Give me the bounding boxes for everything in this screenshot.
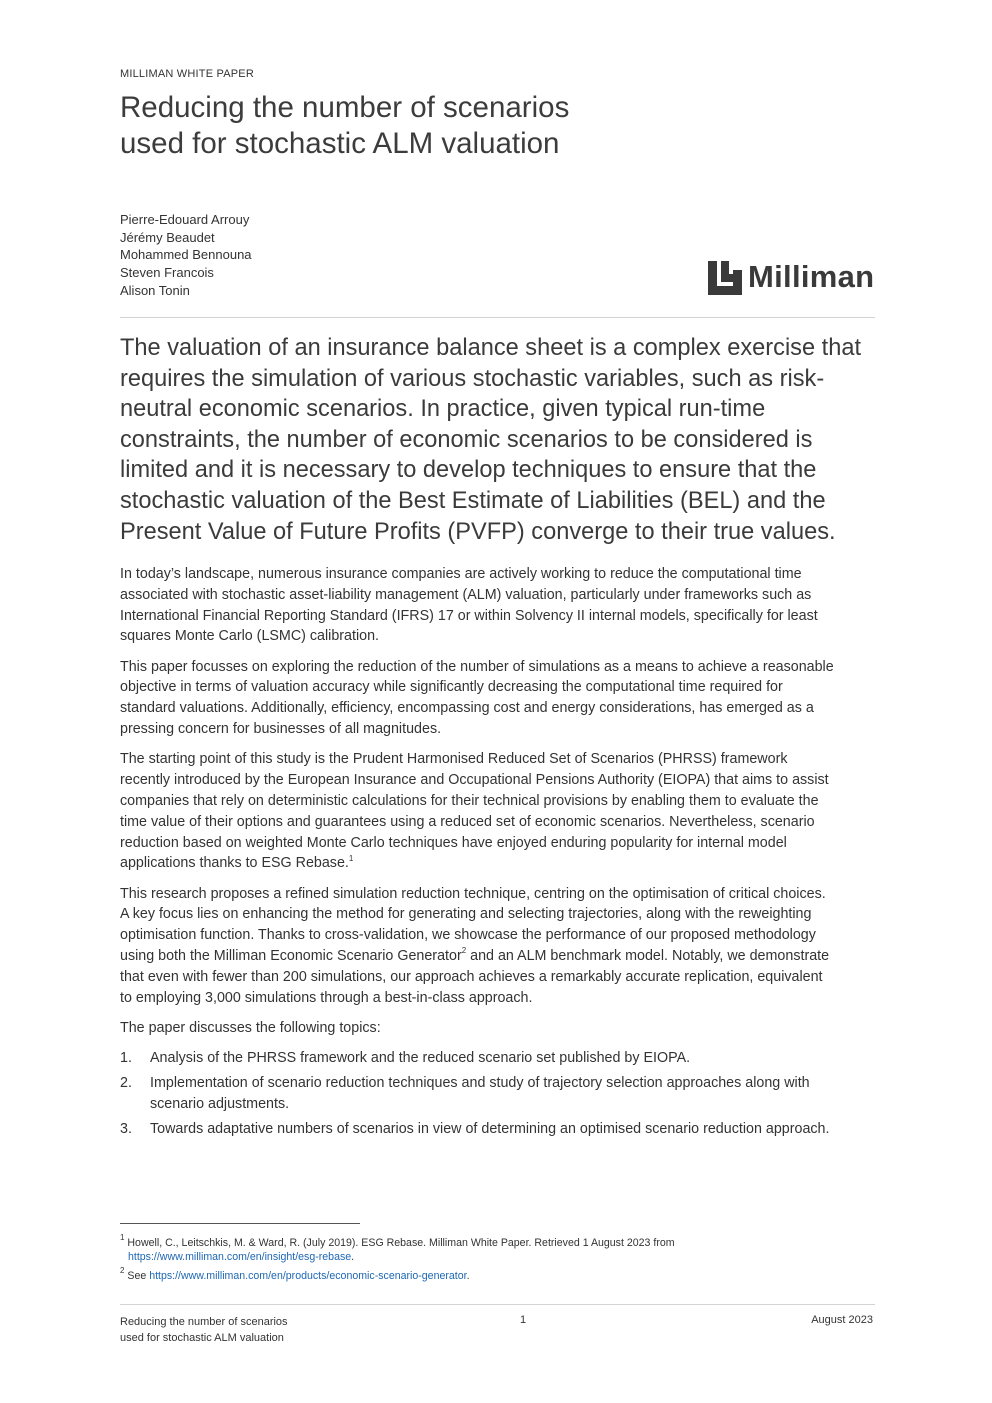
text-line: A key focus lies on enhancing the method for generating and selecting trajectories, along with the reweighting xyxy=(120,906,812,923)
footer-title xyxy=(120,1314,288,1346)
list-number: 3. xyxy=(120,1121,132,1138)
text-line: Analysis of the PHRSS framework and the reduced scenario set published by EIOPA. xyxy=(150,1050,691,1067)
paragraph xyxy=(120,564,880,647)
intro-line: limited and it is necessary to develop techniques to ensure that the xyxy=(120,457,817,484)
intro-line: neutral economic scenarios. In practice, given typical run-time xyxy=(120,396,766,423)
text-line: squares Monte Carlo (LSMC) calibration. xyxy=(120,628,380,645)
topic-list xyxy=(120,1048,880,1140)
text-fragment: . xyxy=(466,1270,470,1282)
paragraph xyxy=(120,749,880,874)
text-line: Implementation of scenario reduction techniques and study of trajectory selection approaches along with xyxy=(150,1075,810,1092)
body-text xyxy=(120,564,880,1144)
intro-summary xyxy=(120,333,880,547)
author-list xyxy=(120,211,252,300)
text-line: In today’s landscape, numerous insurance companies are actively working to reduce the computational time xyxy=(120,566,802,582)
intro-line: Present Value of Future Profits (PVFP) converge to their true values. xyxy=(120,518,836,545)
text-line xyxy=(120,853,880,874)
text-line xyxy=(120,1250,880,1264)
footnote xyxy=(120,1266,880,1283)
text-fragment: . xyxy=(351,1251,355,1264)
intro-line: requires the simulation of various stochastic variables, such as risk- xyxy=(120,365,825,392)
author-name: Steven Francois xyxy=(120,265,214,281)
text-line: to employing 3,000 simulations through a best-in-class approach. xyxy=(120,989,533,1006)
footnote-divider xyxy=(120,1223,360,1224)
page-number: 1 xyxy=(520,1314,527,1326)
text-line: This paper focusses on exploring the reduction of the number of simulations as a means to achieve a reasonable xyxy=(120,658,834,675)
title-line: Reducing the number of scenarios xyxy=(120,91,570,124)
text-line: Towards adaptative numbers of scenarios in view of determining an optimised scenario reduction approach. xyxy=(150,1121,830,1138)
text-line: associated with stochastic asset-liability management (ALM) valuation, particularly under frameworks such as xyxy=(120,586,812,603)
text-line xyxy=(120,1233,880,1250)
intro-line: stochastic valuation of the Best Estimate of Liabilities (BEL) and the xyxy=(120,487,826,514)
intro-line: The valuation of an insurance balance sheet is a complex exercise that xyxy=(120,335,862,361)
text-line: This research proposes a refined simulation reduction technique, centring on the optimisation of critical choices. xyxy=(120,885,826,902)
text-fragment: See xyxy=(124,1270,150,1282)
list-item xyxy=(120,1119,880,1140)
text-line: International Financial Reporting Standard (IFRS) 17 or within Solvency II internal models, specifically for least xyxy=(120,607,818,624)
paragraph xyxy=(120,657,880,740)
footnote-number: 1 xyxy=(120,1233,125,1243)
text-fragment: using both the Milliman Economic Scenario Generator xyxy=(120,948,462,965)
text-line xyxy=(120,1266,880,1283)
text-fragment: and an ALM benchmark model. Notably, we demonstrate xyxy=(466,948,830,965)
document-label: MILLIMAN WHITE PAPER xyxy=(120,68,254,80)
text-line: companies that rely on deterministic calculations for their technical provisions by enabling them to evaluate the xyxy=(120,792,819,809)
footnote-link[interactable]: https://www.milliman.com/en/insight/esg-rebase xyxy=(128,1251,352,1264)
page-title xyxy=(120,90,740,162)
footer-divider xyxy=(120,1304,875,1305)
author-name: Pierre-Edouard Arrouy xyxy=(120,212,250,227)
footer-title-line: Reducing the number of scenarios xyxy=(120,1316,288,1328)
list-item xyxy=(120,1073,880,1115)
footnote-number: 2 xyxy=(120,1266,125,1276)
divider xyxy=(120,317,875,318)
text-line: scenario adjustments. xyxy=(150,1096,290,1113)
milliman-logo xyxy=(708,260,876,296)
text-line: The starting point of this study is the Prudent Harmonised Reduced Set of Scenarios (PHRSS) framework xyxy=(120,751,788,768)
text-line xyxy=(120,946,880,967)
author-name: Jérémy Beaudet xyxy=(120,229,215,245)
text-line: that even with fewer than 200 simulations, our approach achieves a remarkably accurate replication, equivalent xyxy=(120,968,823,985)
paragraph xyxy=(120,884,880,1009)
title-line: used for stochastic ALM valuation xyxy=(120,127,560,160)
footer-date: August 2023 xyxy=(811,1314,873,1326)
text-line: reduction based on weighted Monte Carlo techniques have enjoyed enduring popularity for internal model xyxy=(120,834,787,851)
list-item xyxy=(120,1048,880,1069)
text-fragment: applications thanks to ESG Rebase. xyxy=(120,855,349,872)
logo-wordmark: Milliman xyxy=(748,259,875,294)
text-line: pressing concern for businesses of all magnitudes. xyxy=(120,721,442,738)
text-line: recently introduced by the European Insurance and Occupational Pensions Authority (EIOPA) that aims to assist xyxy=(120,772,829,789)
text-line: standard valuations. Additionally, efficiency, encompassing cost and energy considerations, has emerged as a xyxy=(120,700,814,717)
text-line: objective in terms of valuation accuracy while significantly decreasing the computational time required for xyxy=(120,679,783,696)
milliman-logo-mark-icon xyxy=(708,261,742,295)
footnote xyxy=(120,1233,880,1264)
list-number: 2. xyxy=(120,1075,132,1092)
footer-title-line: used for stochastic ALM valuation xyxy=(120,1332,284,1344)
list-number: 1. xyxy=(120,1050,132,1067)
footnote-ref[interactable]: 2 xyxy=(461,946,467,956)
text-line: optimisation function. Thanks to cross-validation, we showcase the performance of our proposed methodology xyxy=(120,927,816,944)
footnote-ref[interactable]: 1 xyxy=(348,853,354,863)
text-fragment: Howell, C., Leitschkis, M. & Ward, R. (July 2019). ESG Rebase. Milliman White Paper. Retrieved 1 August 2023 from xyxy=(124,1237,675,1249)
footnote-link[interactable]: https://www.milliman.com/en/products/economic-scenario-generator xyxy=(149,1270,467,1282)
paragraph: The paper discusses the following topics: xyxy=(120,1019,381,1036)
author-name: Alison Tonin xyxy=(120,282,190,298)
author-name: Mohammed Bennouna xyxy=(120,247,252,263)
text-line: time value of their options and guarantees using a reduced set of economic scenarios. Nevertheless, scenario xyxy=(120,813,815,830)
intro-line: constraints, the number of economic scenarios to be considered is xyxy=(120,426,813,453)
footnotes xyxy=(120,1233,880,1288)
